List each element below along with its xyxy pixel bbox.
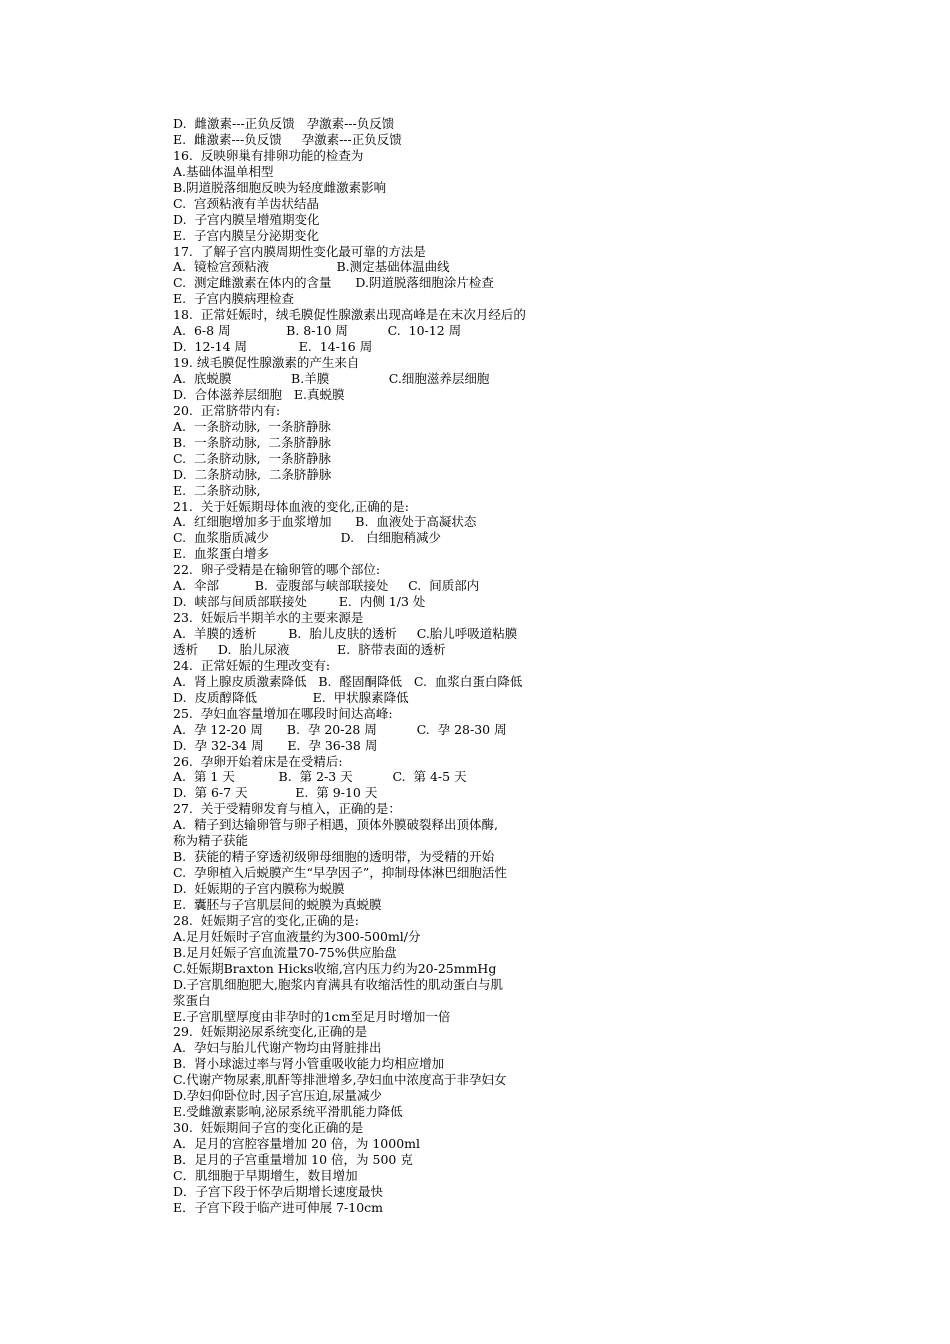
text-line: D. 峡部与间质部联接处 E. 内侧 1/3 处 <box>173 594 426 610</box>
text-line: A. 6-8 周 B. 8-10 周 C. 10-12 周 <box>173 323 462 339</box>
text-line: C. 血浆脂质减少 D. 白细胞稍减少 <box>173 530 442 546</box>
question-title: 30. 妊娠期间子宫的变化正确的是 <box>173 1120 364 1136</box>
text-line: B. 肾小球滤过率与肾小管重吸收能力均相应增加 <box>173 1056 445 1072</box>
text-line: D. 孕 32-34 周 E. 孕 36-38 周 <box>173 737 378 753</box>
text-line: D. 妊娠期的子宫内膜称为蜕膜 <box>173 881 345 896</box>
text-line: B.足月妊娠子宫血流量70-75%供应胎盘 <box>173 944 397 960</box>
text-line: A. 第 1 天 B. 第 2-3 天 C. 第 4-5 天 <box>173 769 467 785</box>
question-title: 27. 关于受精卵发育与植入，正确的是： <box>173 801 401 817</box>
text-line: E. 子宫内膜病理检查 <box>173 291 295 307</box>
text-line: A.基础体温单相型 <box>173 163 274 179</box>
question-title: 16. 反映卵巢有排卵功能的检查为 <box>173 147 364 163</box>
text-line: D. 合体滋养层细胞 E.真蜕膜 <box>173 386 345 402</box>
question-title: 28. 妊娠期子宫的变化,正确的是: <box>173 912 360 928</box>
text-line: E．子宫下段于临产进可伸展 7-10cm <box>173 1199 384 1215</box>
question-title: 17. 了解子宫内膜周期性变化最可靠的方法是 <box>173 243 426 259</box>
question-title: 26. 孕卵开始着床是在受精后: <box>173 753 343 769</box>
text-line: C.代谢产物尿素,肌酐等排泄增多,孕妇血中浓度高于非孕妇女 <box>173 1072 507 1088</box>
text-line: A. 孕 12-20 周 B. 孕 20-28 周 C. 孕 28-30 周 <box>173 721 507 737</box>
text-line: D.孕妇仰卧位时,因子宫压迫,尿量减少 <box>173 1088 382 1104</box>
text-line: D．子宫下段于怀孕后期增长速度最快 <box>173 1183 384 1199</box>
text-line: C. 孕卵植入后蜕膜产生“早孕因子”，抑制母体淋巴细胞活性 <box>173 865 507 881</box>
text-line: B．足月的子宫重量增加 10 倍，为 500 克 <box>173 1151 413 1167</box>
text-line: E.受雌激素影响,泌尿系统平滑肌能力降低 <box>173 1104 403 1120</box>
question-title: 21. 关于妊娠期母体血液的变化,正确的是: <box>173 498 410 514</box>
question-title: 18. 正常妊娠时，绒毛膜促性腺激素出现高峰是在末次月经后的 <box>173 307 526 323</box>
text-line: B.阴道脱落细胞反映为轻度雌激素影响 <box>173 179 387 195</box>
text-line: E. 血浆蛋白增多 <box>173 546 270 562</box>
text-line: E. 雌激素---负反馈 孕激素---正负反馈 <box>173 131 402 147</box>
text-line: A. 孕妇与胎儿代谢产物均由肾脏排出 <box>173 1040 382 1056</box>
question-title: 19. 绒毛膜促性腺激素的产生来自 <box>173 355 360 371</box>
text-line: A. 精子到达输卵管与卵子相遇，顶体外膜破裂释出顶体酶, <box>173 817 498 833</box>
text-line: D. 雌激素---正负反馈 孕激素---负反馈 <box>173 116 395 131</box>
text-line: A．足月的宫腔容量增加 20 倍，为 1000ml <box>173 1136 421 1151</box>
text-line: D.子宫肌细胞肥大,胞浆内育满具有收缩活性的肌动蛋白与肌 <box>173 976 504 992</box>
text-line: A. 肾上腺皮质激素降低 B. 醛固酮降低 C. 血浆白蛋白降低 <box>173 673 523 689</box>
text-line: C. 测定雌激素在体内的含量 D.阴道脱落细胞涂片检查 <box>173 275 494 291</box>
question-title: 20. 正常脐带内有: <box>173 402 281 418</box>
text-line: C.妊娠期Braxton Hicks收缩,宫内压力约为20-25mmHg <box>173 960 497 976</box>
text-line: A. 镜检宫颈粘液 B.测定基础体温曲线 <box>173 259 450 275</box>
text-line: D. 第 6-7 天 E. 第 9-10 天 <box>173 785 378 801</box>
document-page <box>173 116 593 1216</box>
question-title: 24. 正常妊娠的生理改变有: <box>173 657 331 673</box>
text-line: A. 一条脐动脉, 一条脐静脉 <box>173 418 331 434</box>
text-line: B. 一条脐动脉, 二条脐静脉 <box>173 434 332 450</box>
text-line: A. 伞部 B. 壶腹部与峡部联接处 C. 间质部内 <box>173 578 480 594</box>
text-line: A. 红细胞增加多于血浆增加 B. 血液处于高凝状态 <box>173 514 477 530</box>
text-line: E. 囊胚与子宫肌层间的蜕膜为真蜕膜 <box>173 896 382 912</box>
question-title: 23. 妊娠后半期羊水的主要来源是 <box>173 610 364 626</box>
text-line: B. 获能的精子穿透初级卵母细胞的透明带，为受精的开始 <box>173 849 495 865</box>
text-line: E.子宫肌壁厚度由非孕时的1cm至足月时增加一倍 <box>173 1008 451 1024</box>
question-title: 25. 孕妇血容量增加在哪段时间达高峰: <box>173 705 393 721</box>
text-line: E. 子宫内膜呈分泌期变化 <box>173 227 320 243</box>
text-line: C．肌细胞于早期增生，数目增加 <box>173 1167 358 1183</box>
text-line: A.足月妊娠时子宫血液量约为300-500ml/分 <box>173 928 421 944</box>
text-line: D. 子宫内膜呈增殖期变化 <box>173 211 320 227</box>
text-line: E. 二条脐动脉, <box>173 482 261 498</box>
text-line: 浆蛋白 <box>173 992 211 1008</box>
text-line: D. 12-14 周 E. 14-16 周 <box>173 339 373 355</box>
text-line: D. 二条脐动脉, 二条脐静脉 <box>173 466 332 482</box>
text-line: D. 皮质醇降低 E. 甲状腺素降低 <box>173 689 409 705</box>
question-title: 22. 卵子受精是在输卵管的哪个部位: <box>173 562 381 578</box>
text-line: C. 宫颈粘液有羊齿状结晶 <box>173 195 320 211</box>
text-line: 透析 D. 胎儿尿液 E. 脐带表面的透析 <box>173 641 446 657</box>
text-line: A. 羊膜的透析 B. 胎儿皮肤的透析 C.胎儿呼吸道粘膜 <box>173 626 518 641</box>
text-line: C. 二条脐动脉, 一条脐静脉 <box>173 450 331 466</box>
text-line: 称为精子获能 <box>173 833 249 849</box>
question-title: 29. 妊娠期泌尿系统变化,正确的是 <box>173 1024 368 1040</box>
text-line: A. 底蜕膜 B.羊膜 C.细胞滋养层细胞 <box>173 371 490 386</box>
